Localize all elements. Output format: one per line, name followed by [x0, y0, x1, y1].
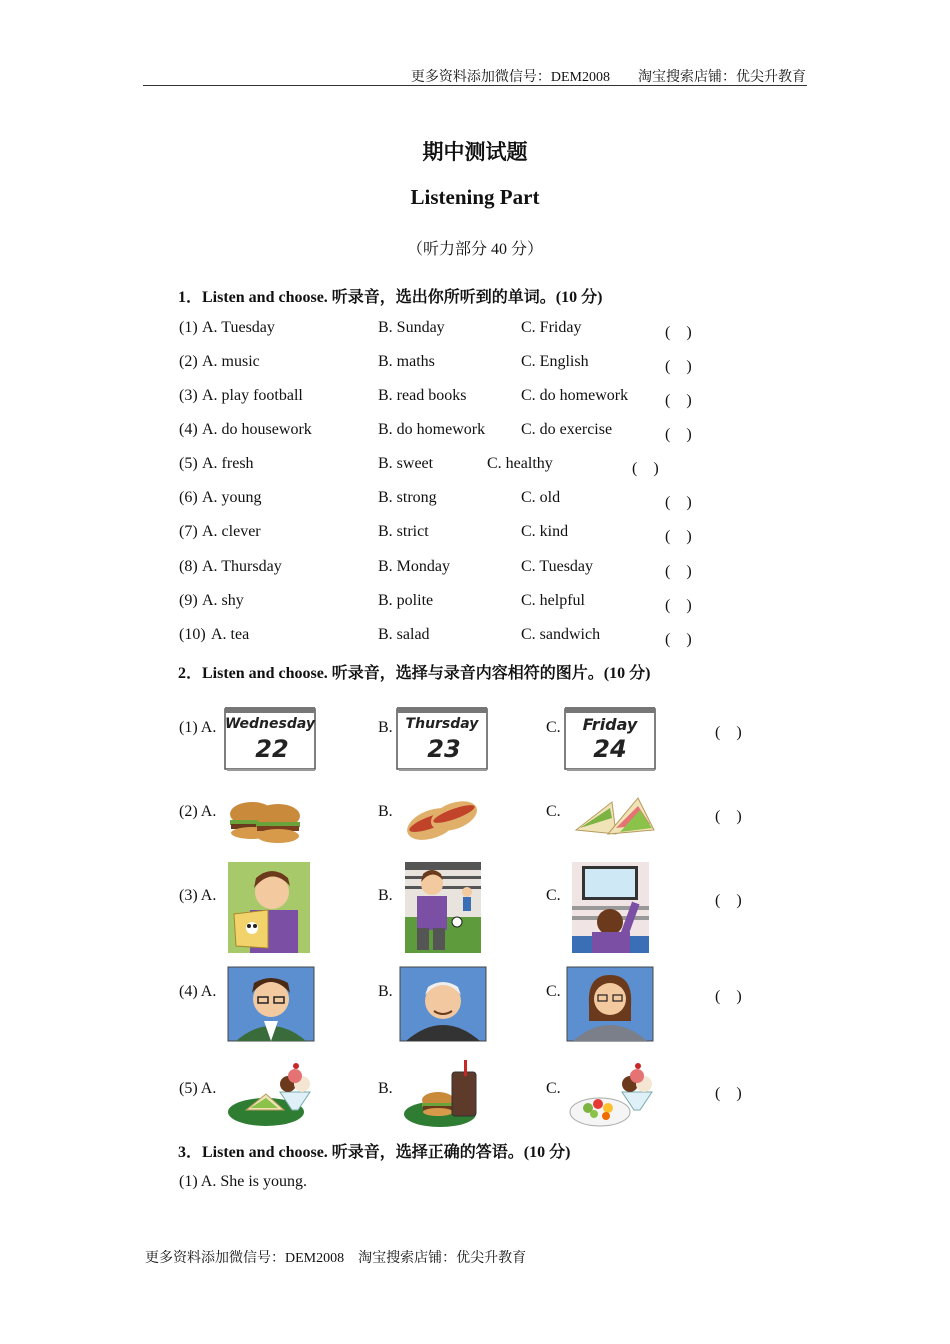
s1-answer-paren[interactable]: ( ) [632, 460, 659, 477]
s1-option-c[interactable]: C. old [521, 489, 561, 506]
s2-label-2b: B. [378, 803, 393, 820]
section1-heading: 1．Listen and choose. 听录音，选出你所听到的单词。(10 分) [178, 289, 603, 306]
s1-option-c[interactable]: C. do exercise [521, 421, 613, 438]
s2-label-5b: B. [378, 1080, 393, 1097]
s1-option-b[interactable]: B. salad [378, 626, 430, 643]
s1-option-b[interactable]: B. strong [378, 489, 437, 506]
s2-label-5a: (5) A. [179, 1080, 217, 1097]
s2-label-1a: (1) A. [179, 719, 217, 736]
calendar-date-2: 23 [427, 735, 461, 763]
s1-option-c[interactable]: C. sandwich [521, 626, 601, 643]
s1-item-number: (4) [179, 421, 198, 438]
young-man-picture[interactable] [226, 965, 316, 1048]
calendar-friday[interactable] [562, 704, 658, 777]
s2-label-2c: C. [546, 803, 561, 820]
s2-label-1b: B. [378, 719, 393, 736]
hotdog-picture[interactable] [404, 794, 480, 849]
s1-item-number: (5) [179, 455, 198, 472]
s1-option-a[interactable]: A. tea [211, 626, 250, 643]
s1-option-a[interactable]: A. young [202, 489, 262, 506]
s1-option-c[interactable]: C. healthy [487, 455, 553, 472]
section3-heading: 3．Listen and choose. 听录音，选择正确的答语。(10 分) [178, 1144, 571, 1161]
s2-label-4a: (4) A. [179, 983, 217, 1000]
section2-heading: 2．Listen and choose. 听录音，选择与录音内容相符的图片。(10 分) [178, 665, 651, 682]
s1-answer-paren[interactable]: ( ) [665, 392, 692, 409]
s1-option-c[interactable]: C. Friday [521, 319, 582, 336]
s1-option-a[interactable]: A. music [202, 353, 260, 370]
s1-option-b[interactable]: B. read books [378, 387, 467, 404]
s1-answer-paren[interactable]: ( ) [665, 324, 692, 341]
s1-option-c[interactable]: C. do homework [521, 387, 629, 404]
salad-and-icecream-picture[interactable] [568, 1058, 658, 1135]
hamburger-picture[interactable] [226, 792, 302, 851]
s1-item-number: (3) [179, 387, 198, 404]
header-text: 更多资料添加微信号：DEM2008 淘宝搜索店铺：优尖升教育 [410, 70, 806, 85]
page-title: 期中测试题 [422, 140, 528, 164]
s1-answer-paren[interactable]: ( ) [665, 494, 692, 511]
s1-option-c[interactable]: C. Tuesday [521, 558, 594, 575]
s1-item-number: (8) [179, 558, 198, 575]
calendar-date-3: 24 [593, 735, 627, 763]
s1-item-number: (1) [179, 319, 198, 336]
s1-option-c[interactable]: C. helpful [521, 592, 585, 609]
s1-answer-paren[interactable]: ( ) [665, 563, 692, 580]
s1-option-c[interactable]: C. kind [521, 523, 569, 540]
s2-paren-2[interactable]: ( ) [715, 808, 742, 825]
s1-option-b[interactable]: B. maths [378, 353, 435, 370]
s2-label-1c: C. [546, 719, 561, 736]
footer-text: 更多资料添加微信号：DEM2008 淘宝搜索店铺：优尖升教育 [145, 1251, 527, 1266]
page-subtitle: Listening Part [410, 185, 540, 209]
s2-label-4b: B. [378, 983, 393, 1000]
s3-item-1: (1) A. She is young. [179, 1173, 307, 1190]
calendar-thursday[interactable] [394, 704, 490, 777]
s1-item-number: (2) [179, 353, 198, 370]
s2-label-3b: B. [378, 887, 393, 904]
s1-option-a[interactable]: A. shy [202, 592, 244, 609]
s1-option-a[interactable]: A. clever [202, 523, 261, 540]
calendar-wednesday[interactable] [222, 704, 318, 777]
score-note: （听力部分 40 分） [406, 241, 543, 258]
calendar-date-1: 22 [255, 735, 289, 763]
s1-option-a[interactable]: A. do housework [202, 421, 312, 438]
s1-option-b[interactable]: B. sweet [378, 455, 434, 472]
s1-option-b[interactable]: B. polite [378, 592, 434, 609]
s1-option-a[interactable]: A. play football [202, 387, 303, 404]
watching-tv-picture[interactable] [572, 862, 649, 958]
s2-paren-3[interactable]: ( ) [715, 892, 742, 909]
s1-option-b[interactable]: B. strict [378, 523, 429, 540]
s2-paren-4[interactable]: ( ) [715, 988, 742, 1005]
s2-label-4c: C. [546, 983, 561, 1000]
s1-option-a[interactable]: A. fresh [202, 455, 254, 472]
calendar-day-1: Wednesday [224, 716, 316, 732]
s1-answer-paren[interactable]: ( ) [665, 597, 692, 614]
boy-playing-football-picture[interactable] [405, 862, 481, 958]
sandwich-picture[interactable] [572, 794, 656, 851]
s1-answer-paren[interactable]: ( ) [665, 358, 692, 375]
s2-label-3c: C. [546, 887, 561, 904]
sandwich-and-icecream-picture[interactable] [226, 1058, 316, 1135]
s1-answer-paren[interactable]: ( ) [665, 528, 692, 545]
calendar-day-3: Friday [582, 715, 638, 734]
s2-label-2a: (2) A. [179, 803, 217, 820]
calendar-day-2: Thursday [405, 716, 479, 732]
s1-item-number: (9) [179, 592, 198, 609]
s2-label-5c: C. [546, 1080, 561, 1097]
s2-paren-5[interactable]: ( ) [715, 1085, 742, 1102]
s1-item-number: (7) [179, 523, 198, 540]
woman-picture[interactable] [565, 965, 655, 1048]
s2-paren-1[interactable]: ( ) [715, 724, 742, 741]
s1-option-a[interactable]: A. Thursday [202, 558, 282, 575]
s1-item-number: (10) [179, 626, 206, 643]
s1-answer-paren[interactable]: ( ) [665, 631, 692, 648]
s1-option-b[interactable]: B. Monday [378, 558, 450, 575]
s2-label-3a: (3) A. [179, 887, 217, 904]
old-man-picture[interactable] [398, 965, 488, 1048]
hamburger-and-drink-picture[interactable] [402, 1058, 488, 1135]
s1-item-number: (6) [179, 489, 198, 506]
s1-option-c[interactable]: C. English [521, 353, 589, 370]
s1-option-b[interactable]: B. Sunday [378, 319, 445, 336]
boy-reading-picture[interactable] [228, 862, 310, 958]
header-divider [143, 85, 807, 86]
s1-option-b[interactable]: B. do homework [378, 421, 486, 438]
s1-answer-paren[interactable]: ( ) [665, 426, 692, 443]
s1-option-a[interactable]: A. Tuesday [202, 319, 275, 336]
